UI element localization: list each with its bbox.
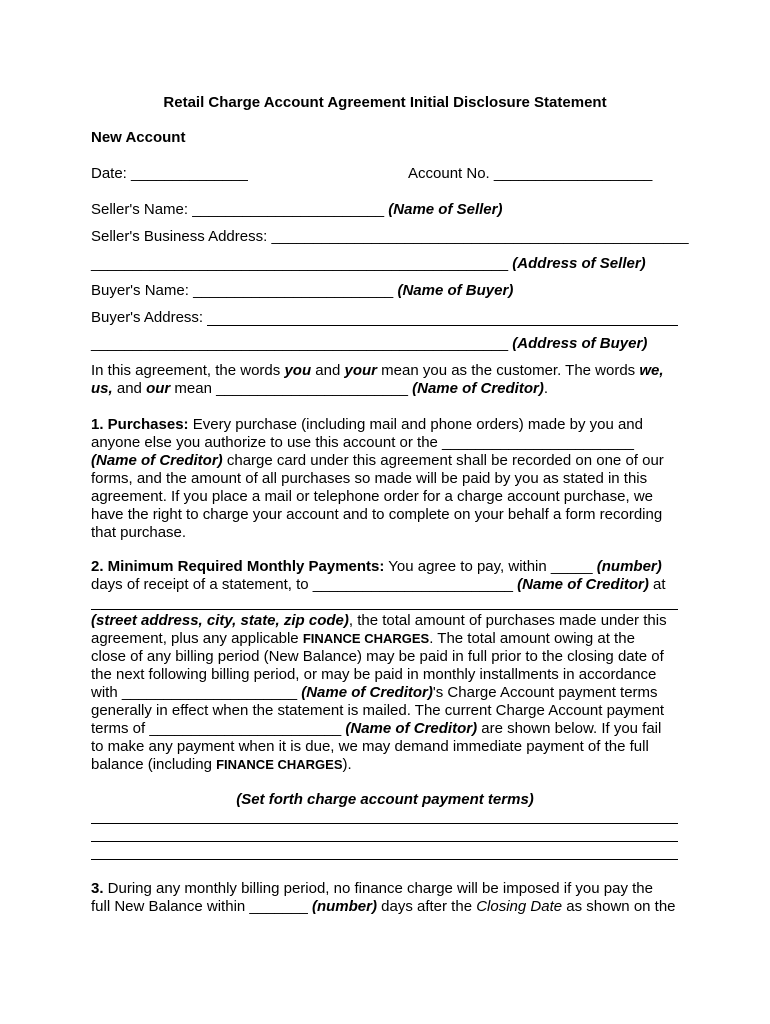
- section3-text: days after the: [376, 898, 477, 915]
- intro-text: and: [311, 362, 345, 379]
- section2-line-2: [91, 576, 666, 594]
- section3-text: as shown on the: [562, 898, 676, 915]
- section2-text: agreement, plus any applicable: [91, 630, 303, 647]
- seller-name-hint: (Name of Seller): [388, 201, 503, 218]
- intro-text: mean _______________________: [170, 380, 413, 397]
- section3-line-1: [91, 880, 653, 898]
- section2-heading: 2. Minimum Required Monthly Payments:: [91, 558, 385, 575]
- section2-address-rule: [91, 609, 678, 610]
- section2-text: . The total amount owing at the: [429, 630, 635, 647]
- intro-text: .: [543, 380, 548, 397]
- document-title: Retail Charge Account Agreement Initial Disclosure Statement: [163, 94, 607, 111]
- date-field: Date: ______________: [91, 165, 248, 182]
- section1-line-4: forms, and the amount of all purchases so made will be paid by you as stated in this: [91, 470, 648, 487]
- seller-address-blank: __________________________________________________: [91, 255, 509, 272]
- intro-you: you: [284, 362, 312, 379]
- section1-line-5: agreement. If you place a mail or telephone order for a charge account purchase, we: [91, 488, 653, 505]
- payment-terms-heading: (Set forth charge account payment terms): [236, 791, 534, 808]
- intro-text: In this agreement, the words: [91, 362, 285, 379]
- section2-line-8: generally in effect when the statement is mailed. The current Charge Account payment: [91, 702, 665, 719]
- section1-text: charge card under this agreement shall be recorded on one of our: [222, 452, 664, 469]
- intro-creditor-hint: (Name of Creditor): [412, 380, 544, 397]
- section2-creditor-hint: (Name of Creditor): [301, 684, 433, 701]
- section2-line-6: the next following billing period, or may be paid in monthly installments in accordance: [91, 666, 657, 683]
- intro-us: us,: [91, 380, 113, 397]
- seller-name-field: [91, 201, 502, 219]
- section2-line-4: [91, 630, 635, 648]
- buyer-name-label: Buyer's Name: ________________________: [91, 282, 394, 299]
- section2-text: , the total amount of purchases made under this: [348, 612, 667, 629]
- intro-text: and: [112, 380, 147, 397]
- section2-text: balance (including: [91, 756, 217, 773]
- intro-text: mean you as the customer. The words: [377, 362, 640, 379]
- section2-text: are shown below. If you fail: [477, 720, 662, 737]
- seller-name-label: Seller's Name: _______________________: [91, 201, 385, 218]
- section-heading: New Account: [91, 129, 186, 146]
- section2-text: at: [648, 576, 666, 593]
- buyer-address-hint: (Address of Buyer): [512, 335, 648, 352]
- section1-creditor-hint: (Name of Creditor): [91, 452, 223, 469]
- section2-text: You agree to pay, within _____: [384, 558, 597, 575]
- seller-address-line: [91, 255, 646, 273]
- section2-line-9: [91, 720, 661, 738]
- section3-number-hint: (number): [311, 898, 377, 915]
- section2-text: ).: [342, 756, 352, 773]
- intro-your: your: [344, 362, 377, 379]
- buyer-address-field: Buyer's Address:: [91, 309, 204, 326]
- buyer-address-rule: [207, 325, 678, 326]
- section1-line-7: that purchase.: [91, 524, 187, 541]
- buyer-name-hint: (Name of Buyer): [397, 282, 514, 299]
- intro-line-2: [91, 380, 548, 398]
- buyer-address-line: [91, 335, 647, 353]
- section2-line-3: [91, 612, 667, 630]
- section1-line-2: anyone else you authorize to use this account or the _______________________: [91, 434, 634, 451]
- seller-address-field: Seller's Business Address: __________________________________________________: [91, 228, 689, 245]
- buyer-address-blank: __________________________________________________: [91, 335, 509, 352]
- section1-line-1: [91, 416, 643, 434]
- section2-line-11: [91, 756, 352, 774]
- section3-text: full New Balance within _______: [91, 898, 312, 915]
- section2-line-7: [91, 684, 658, 702]
- seller-address-hint: (Address of Seller): [512, 255, 646, 272]
- section1-heading: 1. Purchases:: [91, 416, 189, 433]
- payment-terms-rule-2: [91, 841, 678, 842]
- section2-text: terms of _______________________: [91, 720, 346, 737]
- section2-number-hint: (number): [596, 558, 662, 575]
- section2-line-1: [91, 558, 662, 576]
- section3-heading: 3.: [91, 880, 104, 897]
- payment-terms-rule-1: [91, 823, 678, 824]
- section2-line-5: close of any billing period (New Balance) may be paid in full prior to the closing date of: [91, 648, 664, 665]
- section2-creditor-hint: (Name of Creditor): [345, 720, 478, 737]
- section1-line-3: [91, 452, 664, 470]
- section2-creditor-hint: (Name of Creditor): [517, 576, 649, 593]
- account-number-field: Account No. ___________________: [408, 165, 653, 182]
- section2-text: 's Charge Account payment terms: [432, 684, 658, 701]
- intro-we: we,: [639, 362, 664, 379]
- payment-terms-rule-3: [91, 859, 678, 860]
- intro-our: our: [146, 380, 171, 397]
- closing-date-term: Closing Date: [476, 898, 563, 915]
- section2-line-10: to make any payment when it is due, we may demand immediate payment of the full: [91, 738, 649, 755]
- section1-line-6: have the right to charge your account and to complete on your behalf a form recording: [91, 506, 663, 523]
- intro-line-1: [91, 362, 664, 380]
- buyer-name-field: [91, 282, 513, 300]
- section3-text: During any monthly billing period, no finance charge will be imposed if you pay the: [103, 880, 653, 897]
- section2-text: with _____________________: [91, 684, 302, 701]
- section1-text: Every purchase (including mail and phone orders) made by you and: [188, 416, 643, 433]
- finance-charges-term: FINANCE CHARGES: [302, 631, 430, 646]
- section2-address-hint: (street address, city, state, zip code): [91, 612, 349, 629]
- section2-text: days of receipt of a statement, to ________________________: [91, 576, 518, 593]
- finance-charges-term: FINANCE CHARGES: [216, 757, 343, 772]
- section3-line-2: [91, 898, 676, 916]
